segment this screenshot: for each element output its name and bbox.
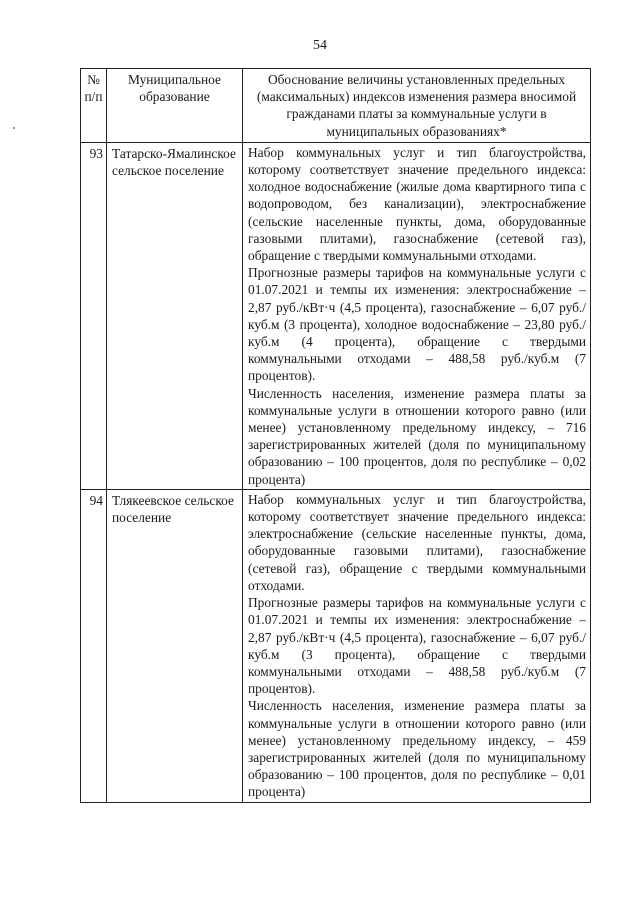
table-row xyxy=(81,142,591,489)
municipality-name: Татарско-Ямалинское сельское поселение xyxy=(107,142,243,489)
table-row xyxy=(81,489,591,802)
tariff-table xyxy=(80,68,591,803)
tariffs-paragraph: Прогнозные размеры тарифов на коммунальные услуги с 01.07.2021 и темпы их изменения: электроснабжение – 2,87 руб./кВт·ч (4,5 процента), газоснабжение – 6,07 руб./куб.м (3 процента), холодное водоснабжение – 23,80 руб./куб.м (4 процента), обращение с твердыми коммунальными отходами – 488,58 руб./куб.м (7 процентов). xyxy=(248,265,586,384)
row-number: 93 xyxy=(81,142,107,489)
table-header-row xyxy=(81,69,591,143)
population-paragraph: Численность населения, изменение размера платы за коммунальные услуги в отношении которого равно (или менее) установленному предельному индексу, – 716 зарегистрированных жителей (доля по муниципальному образованию – 100 процентов, доля по республике – 0,02 процента) xyxy=(248,385,586,487)
header-justification: Обоснование величины установленных предельных (максимальных) индексов изменения размера вносимой гражданами платы за коммунальные услуги в муниципальных образованиях* xyxy=(243,69,591,143)
services-paragraph: Набор коммунальных услуг и тип благоустройства, которому соответствует значение предельного индекса: холодное водоснабжение (жилые дома квартирного типа с водопроводом, без канализации), электроснабжение (сельские населенные пункты, дома, оборудованные газовыми плитами), газоснабжение (сетевой газ), обращение с твердыми коммунальными отходами. xyxy=(248,144,586,264)
page-number: 54 xyxy=(313,38,327,53)
header-municipality: Муниципальное образование xyxy=(107,69,243,143)
tariffs-paragraph: Прогнозные размеры тарифов на коммунальные услуги с 01.07.2021 и темпы их изменения: электроснабжение – 2,87 руб./кВт·ч (4,5 процента), газоснабжение – 6,07 руб./куб.м (3 процента), обращение с твердыми коммунальными отходами – 488,58 руб./куб.м (7 процентов). xyxy=(248,595,586,697)
services-paragraph: Набор коммунальных услуг и тип благоустройства, которому соответствует значение предельного индекса: электроснабжение (сельские населенные пункты, дома, оборудованные газовыми плитами), газоснабжение (сетевой газ), обращение с твердыми коммунальными отходами. xyxy=(248,491,586,593)
municipality-name: Тлякеевское сельское поселение xyxy=(107,489,243,802)
header-num: № п/п xyxy=(81,69,107,143)
justification-cell xyxy=(243,142,591,489)
justification-cell xyxy=(243,489,591,802)
population-paragraph: Численность населения, изменение размера платы за коммунальные услуги в отношении которого равно (или менее) установленному предельному индексу, – 459 зарегистрированных жителей (доля по муниципальному образованию – 100 процентов, доля по республике – 0,01 процента) xyxy=(248,698,586,800)
scan-mark xyxy=(13,127,15,129)
row-number: 94 xyxy=(81,489,107,802)
